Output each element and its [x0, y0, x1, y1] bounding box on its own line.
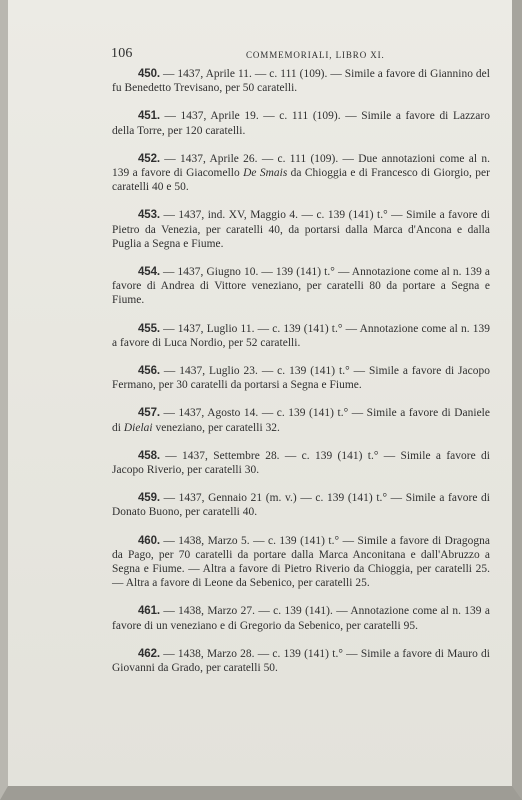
- entry-number: 462.: [138, 647, 160, 660]
- entry-text: — 1437, Gennaio 21 (m. v.) — c. 139 (141) t.° — Simile a favore di Donato Buono, per caratelli 40.: [112, 492, 490, 519]
- entry-text: — 1437, Agosto 14. — c. 139 (141) t.° — Simile a favore di Daniele di: [112, 407, 490, 434]
- entry-455: [112, 322, 490, 350]
- entry-number: 458.: [138, 449, 160, 462]
- entry-number: 453.: [138, 209, 160, 222]
- entry-460: [112, 534, 490, 591]
- entry-italic-name: Dielai: [123, 421, 153, 434]
- entry-text: — 1437, Luglio 11. — c. 139 (141) t.° — Annotazione come al n. 139 a favore di Luca Nordio, per 52 caratelli.: [112, 322, 490, 349]
- entry-text: — 1437, Giugno 10. — 139 (141) t.° — Annotazione come al n. 139 a favore di Andrea di Vittore veneziano, per caratelli 80 da portare a Segna e Fiume.: [112, 266, 490, 307]
- running-header: COMMEMORIALI, LIBRO XI.: [246, 50, 385, 60]
- page-number: 106: [111, 46, 133, 61]
- entry-number: 459.: [138, 492, 160, 505]
- entry-text: — 1437, ind. XV, Maggio 4. — c. 139 (141) t.° — Simile a favore di Pietro da Venezia, per caratelli 40, da portarsi dalla Marca d'Ancona e dalla Puglia a Segna e Fiume.: [112, 209, 490, 250]
- entry-number: 461.: [138, 605, 160, 618]
- entries-list: [112, 67, 490, 689]
- entry-453: [112, 208, 490, 251]
- entry-number: 450.: [138, 68, 160, 80]
- entry-458: [112, 449, 490, 477]
- entry-number: 452.: [138, 152, 160, 165]
- entry-text: — 1437, Aprile 19. — c. 111 (109). — Simile a favore di Lazzaro della Torre, per 120 caratelli.: [112, 110, 490, 137]
- entry-452: [112, 152, 490, 195]
- entry-number: 455.: [138, 322, 160, 335]
- entry-text: — 1438, Marzo 5. — c. 139 (141) t.° — Simile a favore di Dragogna da Pago, per 70 caratelli da portare dalla Marca Anconitana e dall'Abruzzo a Segna e Fiume. — Altra a favore di Pietro Riverio da Chioggia, per caratelli 25. — Altra a favore di Leone da Sebenico, per caratelli 25.: [112, 534, 490, 590]
- entry-number: 454.: [138, 266, 160, 279]
- entry-459: [112, 491, 490, 519]
- entry-text: — 1438, Marzo 28. — c. 139 (141) t.° — Simile a favore di Mauro di Giovanni da Grado, per caratelli 50.: [112, 647, 490, 675]
- entry-457: [112, 406, 490, 434]
- entry-text: da Chioggia e di Francesco di Giorgio, per caratelli 40 e 50.: [112, 167, 490, 194]
- entry-text: — 1437, Settembre 28. — c. 139 (141) t.° — Simile a favore di Jacopo Riverio, per caratelli 30.: [112, 449, 490, 477]
- entry-text: — 1437, Luglio 23. — c. 139 (141) t.° — Simile a favore di Jacopo Fermano, per 30 caratelli da portarsi a Segna e Fiume.: [112, 365, 490, 392]
- entry-461: [112, 604, 490, 632]
- entry-451: [112, 109, 490, 137]
- entry-italic-name: De Smais: [243, 167, 288, 180]
- entry-number: 460.: [138, 534, 160, 547]
- entry-456: [112, 364, 490, 392]
- entry-text: — 1437, Aprile 11. — c. 111 (109). — Simile a favore di Giannino del fu Benedetto Trevisano, per 50 caratelli.: [112, 68, 490, 95]
- entry-text: — 1437, Aprile 26. — c. 111 (109). — Due annotazioni come al n. 139 a favore di Giacomello: [112, 152, 490, 180]
- entry-450: [112, 67, 490, 95]
- entry-text: — 1438, Marzo 27. — c. 139 (141). — Annotazione come al n. 139 a favore di un veneziano e di Gregorio da Sebenico, per caratelli 95.: [112, 605, 490, 632]
- entry-number: 451.: [138, 110, 160, 123]
- entry-462: [112, 647, 490, 675]
- entry-number: 456.: [138, 365, 160, 378]
- entry-text: veneziano, per caratelli 32.: [152, 421, 280, 434]
- entry-454: [112, 265, 490, 308]
- entry-number: 457.: [138, 407, 160, 420]
